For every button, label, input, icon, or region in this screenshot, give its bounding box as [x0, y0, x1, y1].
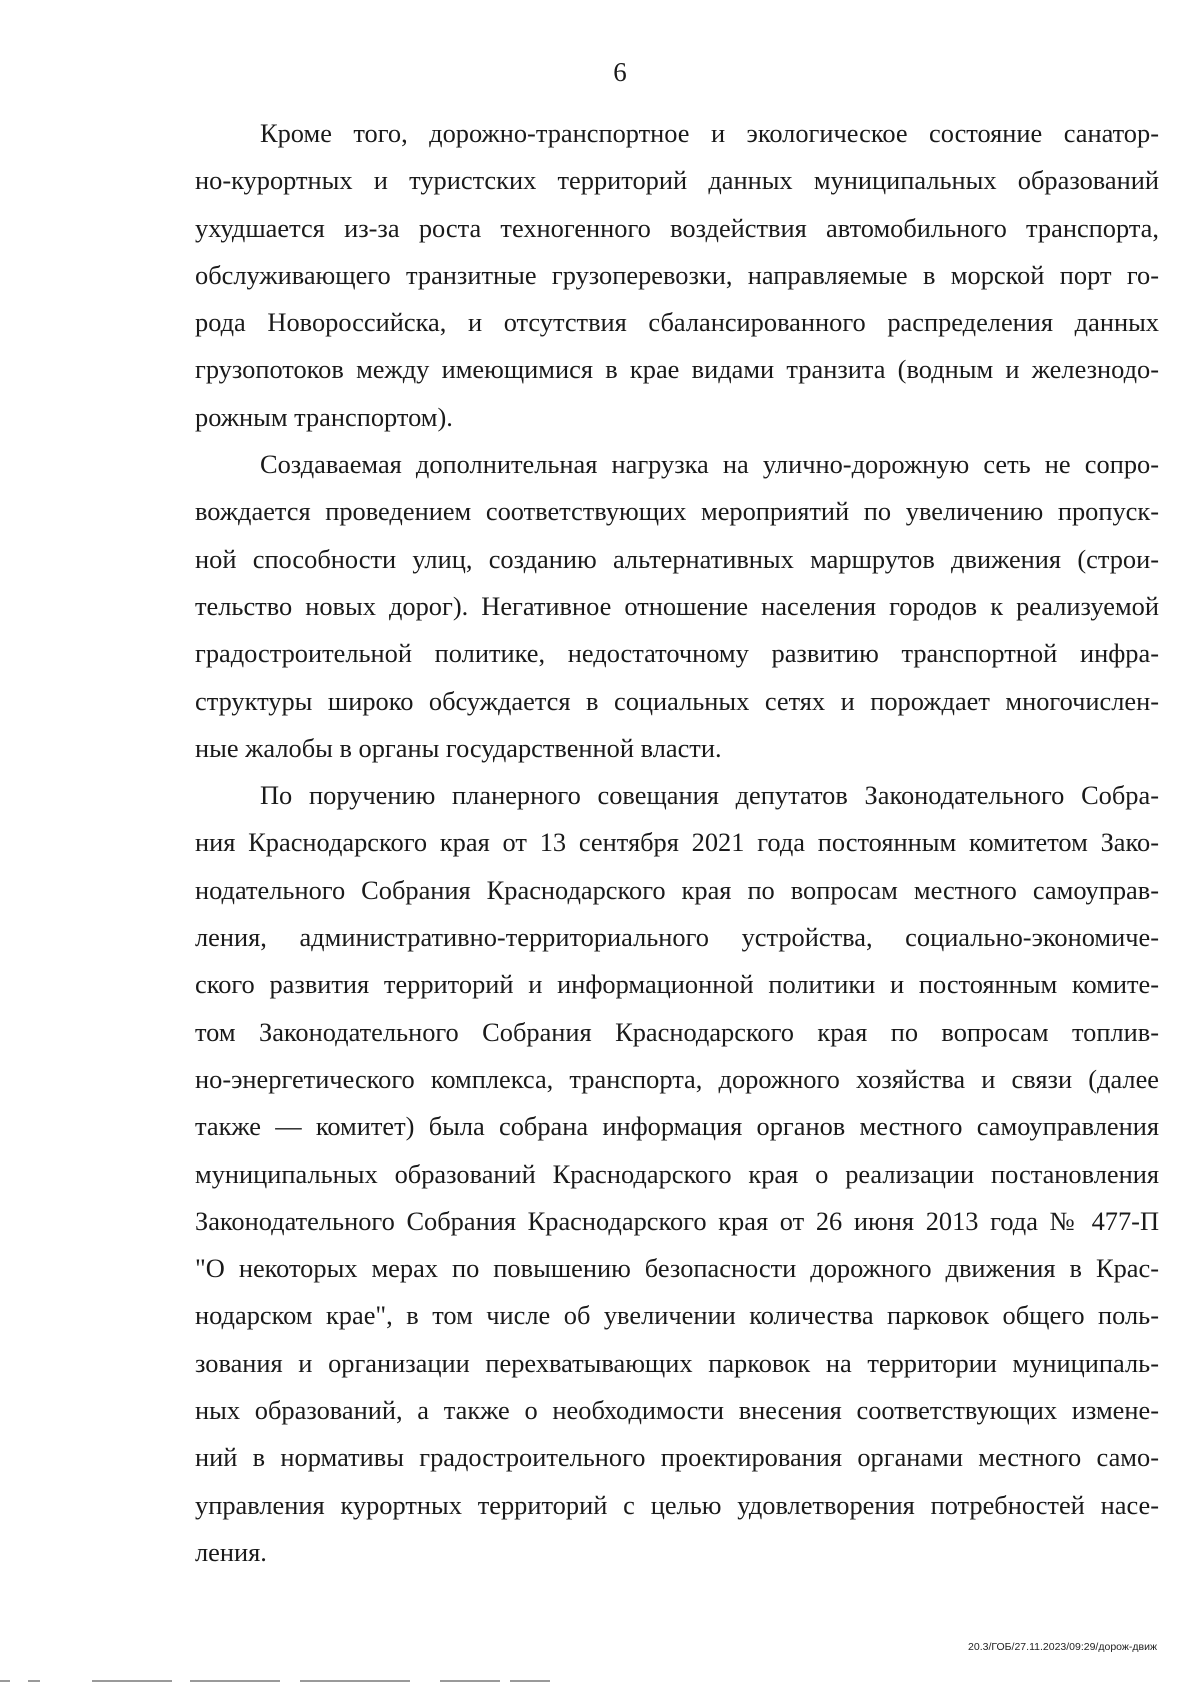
text-line: градостроительной политике, недостаточному развитию транспортной инфра- — [195, 638, 1159, 669]
text-line: ского развития территорий и информационной политики и постоянным комите- — [195, 969, 1159, 1000]
text-line: ления, административно-территориального устройства, социально-экономиче- — [195, 922, 1159, 953]
text-line: но-курортных и туристских территорий данных муниципальных образований — [195, 165, 1159, 196]
text-line: управления курортных территорий с целью удовлетворения потребностей насе- — [195, 1489, 1159, 1520]
text-line: также — комитет) была собрана информация органов местного самоуправления — [195, 1111, 1159, 1142]
text-line: ухудшается из-за роста техногенного воздействия автомобильного транспорта, — [195, 212, 1159, 243]
text-line: но-энергетического комплекса, транспорта, дорожного хозяйства и связи (далее — [195, 1063, 1159, 1094]
text-line: том Законодательного Собрания Краснодарского края по вопросам топлив- — [195, 1016, 1159, 1047]
text-line: зования и организации перехватывающих парковок на территории муниципаль- — [195, 1347, 1159, 1378]
text-line: вождается проведением соответствующих мероприятий по увеличению пропуск- — [195, 496, 1159, 527]
paragraph — [195, 772, 1159, 1576]
text-line: обслуживающего транзитные грузоперевозки, направляемые в морской порт го- — [195, 259, 1159, 290]
page-number: 6 — [613, 57, 627, 87]
text-line: ления. — [195, 1536, 267, 1567]
text-line: нодарском крае", в том числе об увеличении количества парковок общего поль- — [195, 1300, 1159, 1331]
text-line: Законодательного Собрания Краснодарского края от 26 июня 2013 года № 477-П — [195, 1205, 1159, 1236]
text-line: ной способности улиц, созданию альтернативных маршрутов движения (строи- — [195, 543, 1159, 574]
paragraph — [195, 441, 1159, 772]
text-line: грузопотоков между имеющимися в крае видами транзита (водным и железнодо- — [195, 354, 1159, 385]
text-line: Создаваемая дополнительная нагрузка на улично-дорожную сеть не сопро- — [260, 449, 1159, 480]
text-line: По поручению планерного совещания депутатов Законодательного Собра- — [260, 780, 1159, 811]
text-line: нодательного Собрания Краснодарского края по вопросам местного самоуправ- — [195, 874, 1159, 905]
text-line: ных образований, а также о необходимости внесения соответствующих измене- — [195, 1395, 1159, 1426]
document-body — [195, 110, 1159, 1576]
text-line: структуры широко обсуждается в социальных сетях и порождает многочислен- — [195, 685, 1159, 716]
text-line: ные жалобы в органы государственной власти. — [195, 732, 722, 763]
text-line: муниципальных образований Краснодарского края о реализации постановления — [195, 1158, 1159, 1189]
text-line: "О некоторых мерах по повышению безопасности дорожного движения в Крас- — [195, 1253, 1159, 1284]
text-line: ний в нормативы градостроительного проектирования органами местного само- — [195, 1442, 1159, 1473]
text-line: рожным транспортом). — [195, 401, 453, 432]
text-line: Кроме того, дорожно-транспортное и экологическое состояние санатор- — [260, 118, 1159, 148]
text-line: тельство новых дорог). Негативное отношение населения городов к реализуемой — [195, 590, 1159, 621]
text-line: ния Краснодарского края от 13 сентября 2021 года постоянным комитетом Зако- — [195, 827, 1159, 858]
scan-edge-marks — [0, 1680, 600, 1684]
text-line: рода Новороссийска, и отсутствия сбалансированного распределения данных — [195, 307, 1159, 338]
paragraph — [195, 110, 1159, 441]
footer-document-code: 20.3/ГОБ/27.11.2023/09:29/дорож-движ — [968, 1641, 1157, 1653]
